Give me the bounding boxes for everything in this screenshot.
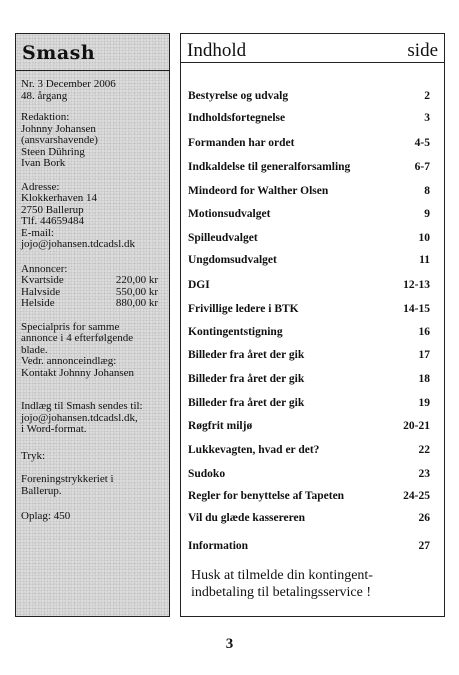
toc-entry-page: 23 <box>418 468 430 480</box>
toc-entry-title: Lukkevagten, hvad er det? <box>188 444 320 456</box>
toc-entry-page: 24-25 <box>403 490 430 502</box>
toc-entry-title: DGI <box>188 279 210 291</box>
toc-entry[interactable] <box>188 397 430 410</box>
table-of-contents <box>180 33 445 617</box>
toc-header <box>181 34 444 63</box>
editor-line: Johnny Johansen <box>21 122 96 135</box>
toc-entry-title: Ungdomsudvalget <box>188 254 277 266</box>
editor-line: Steen Dühring <box>21 145 85 158</box>
toc-entry-title: Billeder fra året der gik <box>188 373 305 385</box>
toc-page-heading: side <box>407 40 438 61</box>
page-number: 3 <box>225 636 234 652</box>
reminder-line: Husk at tilmelde din kontingent- <box>191 568 373 583</box>
toc-entry[interactable] <box>188 512 430 525</box>
address-line: Klokkerhaven 14 <box>21 192 98 204</box>
toc-entry-page: 4-5 <box>414 137 430 149</box>
email-address: jojo@johansen.tdcadsl.dk <box>21 238 136 250</box>
toc-entry[interactable] <box>188 279 430 292</box>
submission-line: i Word-format. <box>21 423 87 435</box>
toc-entry-title: Billeder fra året der gik <box>188 349 305 361</box>
toc-heading: Indhold <box>187 40 247 61</box>
toc-entry[interactable] <box>188 303 430 316</box>
ad-contact-line: Kontakt Johnny Johansen <box>21 366 135 379</box>
toc-entry-page: 3 <box>424 112 430 124</box>
toc-entry-title: Vil du glæde kassereren <box>188 512 306 524</box>
ad-label: Helside <box>21 297 55 309</box>
address-line: Tlf. 44659484 <box>21 215 84 227</box>
ads-block <box>21 264 164 310</box>
editorial-block <box>21 112 164 170</box>
toc-entry-title: Mindeord for Walther Olsen <box>188 185 329 197</box>
printer-block <box>21 474 164 497</box>
toc-entry-page: 26 <box>418 512 430 524</box>
editorial-heading: Redaktion: <box>21 111 70 123</box>
toc-entry-page: 9 <box>424 208 430 220</box>
toc-entry-page: 6-7 <box>414 161 430 173</box>
special-price-line: annonce i 4 efterfølgende <box>21 332 134 344</box>
submission-line: Indlæg til Smash sendes til: <box>21 400 143 412</box>
toc-entry-title: Regler for benyttelse af Tapeten <box>188 490 345 502</box>
address-block <box>21 182 164 251</box>
toc-entry-title: Information <box>188 540 249 552</box>
toc-entry-page: 22 <box>418 444 430 456</box>
editor-line: (ansvarshavende) <box>21 134 98 146</box>
address-line: 2750 Ballerup <box>21 203 84 216</box>
toc-entry-title: Spilleudvalget <box>188 232 258 244</box>
toc-entry[interactable] <box>188 137 430 150</box>
toc-entry-title: Røgfrit miljø <box>188 420 253 432</box>
print-heading: Tryk: <box>21 449 46 462</box>
toc-entry-page: 12-13 <box>403 279 430 291</box>
toc-entry[interactable] <box>188 185 430 198</box>
issue-number: Nr. 3 December 2006 <box>21 78 116 90</box>
ad-price: 220,00 kr <box>115 274 158 286</box>
toc-entry-page: 27 <box>418 540 430 552</box>
toc-entry-title: Sudoko <box>188 468 226 480</box>
reminder-line: indbetaling til betalingsservice ! <box>191 584 372 600</box>
special-price-block <box>21 322 164 380</box>
toc-entry-title: Indkaldelse til generalforsamling <box>188 161 351 173</box>
payment-reminder <box>191 568 441 601</box>
masthead-panel <box>15 33 170 617</box>
ad-price: 550,00 kr <box>115 285 158 298</box>
toc-entry-page: 10 <box>418 232 430 244</box>
toc-entry-page: 8 <box>424 185 430 197</box>
magazine-title: Smash <box>22 42 96 64</box>
ad-row <box>21 298 158 310</box>
toc-entry-page: 19 <box>418 397 430 409</box>
toc-entry-page: 2 <box>424 90 430 102</box>
toc-entry[interactable] <box>188 326 430 339</box>
toc-entry[interactable] <box>188 444 430 457</box>
toc-entry[interactable] <box>188 161 430 174</box>
toc-entry-page: 20-21 <box>403 420 430 432</box>
toc-entry[interactable] <box>188 112 430 125</box>
printer-line: Foreningstrykkeriet i <box>21 473 114 485</box>
issue-info <box>21 79 164 102</box>
toc-entry[interactable] <box>188 349 430 362</box>
toc-entry[interactable] <box>188 373 430 386</box>
toc-entry[interactable] <box>188 468 430 481</box>
toc-entry[interactable] <box>188 420 430 433</box>
toc-entry[interactable] <box>188 232 430 245</box>
submissions-block <box>21 401 164 436</box>
special-price-line: blade. <box>21 343 48 356</box>
toc-entry-title: Frivillige ledere i BTK <box>188 303 299 315</box>
ads-price-table <box>21 275 158 310</box>
toc-entry[interactable] <box>188 254 430 267</box>
ad-row <box>21 275 158 287</box>
volume: 48. årgang <box>21 89 68 102</box>
toc-entry[interactable] <box>188 540 430 553</box>
toc-entry[interactable] <box>188 90 430 103</box>
editor-line: Ivan Bork <box>21 157 66 169</box>
toc-entry-page: 14-15 <box>403 303 430 315</box>
special-price-line: Specialpris for samme <box>21 320 120 333</box>
toc-entry-title: Formanden har ordet <box>188 137 295 149</box>
toc-entry-page: 11 <box>419 254 430 266</box>
toc-entry-title: Indholdsfortegnelse <box>188 112 286 124</box>
toc-entry-title: Billeder fra året der gik <box>188 397 305 409</box>
address-line: E-mail: <box>21 226 54 239</box>
submission-email: jojo@johansen.tdcadsl.dk, <box>21 411 138 424</box>
toc-entry-title: Bestyrelse og udvalg <box>188 90 289 102</box>
toc-entry-title: Motionsudvalget <box>188 208 271 220</box>
toc-entry-page: 18 <box>418 373 430 385</box>
circulation: Oplag: 450 <box>21 510 71 522</box>
ad-label: Halvside <box>21 285 61 298</box>
toc-entry-page: 16 <box>418 326 430 338</box>
ads-heading: Annoncer: <box>21 262 68 275</box>
toc-entry[interactable] <box>188 490 430 503</box>
title-divider <box>16 70 169 71</box>
printer-line: Ballerup. <box>21 484 62 497</box>
address-heading: Adresse: <box>21 180 60 193</box>
ad-price: 880,00 kr <box>115 297 158 309</box>
toc-entry-title: Kontingentstigning <box>188 326 283 338</box>
ad-label: Kvartside <box>21 274 64 286</box>
ad-contact-line: Vedr. annonceindlæg: <box>21 355 117 367</box>
toc-entry[interactable] <box>188 208 430 221</box>
toc-entry-page: 17 <box>418 349 430 361</box>
